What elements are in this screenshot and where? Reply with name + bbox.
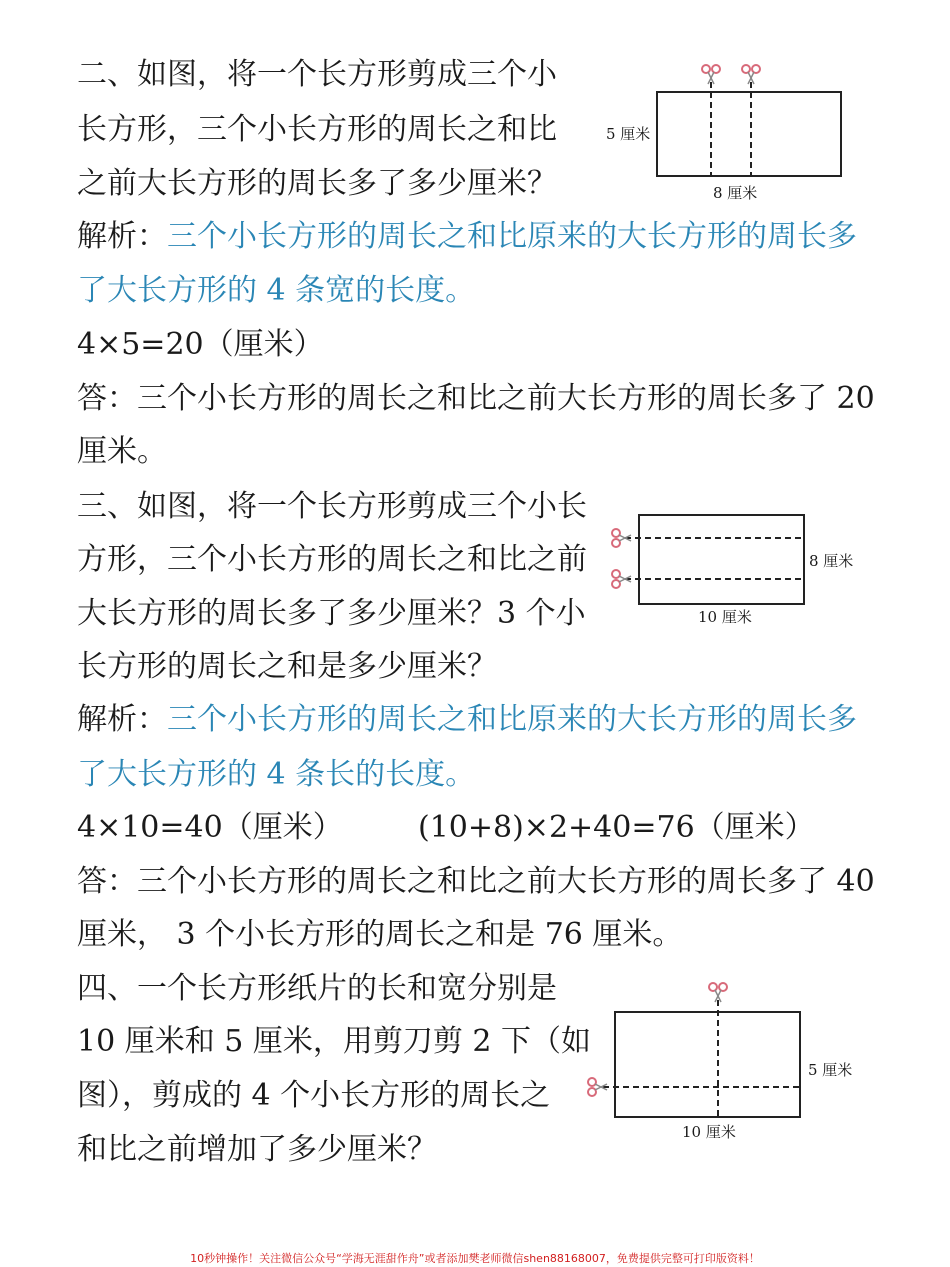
q4-length-label: 10 厘米 xyxy=(682,1123,736,1141)
q3-question-line-2: 方形，三个小长方形的周长之和比之前 xyxy=(77,542,587,577)
q2-question-line-2: 长方形，三个小长方形的周长之和比 xyxy=(77,112,557,147)
q3-length-label: 10 厘米 xyxy=(698,608,752,626)
q3-calc-1: 4×10=40（厘米） xyxy=(77,810,343,845)
q3-calc-2: (10+8)×2+40=76（厘米） xyxy=(418,810,815,845)
scissors-icon xyxy=(742,65,760,84)
q3-question-line-3: 大长方形的周长多了多少厘米？3 个小 xyxy=(77,596,586,631)
q2-question-line-1: 二、如图，将一个长方形剪成三个小 xyxy=(77,57,557,92)
q3-question-line-1: 三、如图，将一个长方形剪成三个小长 xyxy=(77,489,587,524)
q4-width-label: 5 厘米 xyxy=(808,1061,853,1079)
q2-length-label: 8 厘米 xyxy=(713,184,758,202)
scissors-icon xyxy=(709,983,727,1002)
q4-question-line-4: 和比之前增加了多少厘米？ xyxy=(77,1132,437,1167)
q2-analysis-line-1 xyxy=(77,217,857,257)
q2-calc: 4×5=20（厘米） xyxy=(77,327,324,362)
q2-rectangle xyxy=(657,92,841,176)
q4-rectangle xyxy=(615,1012,800,1117)
q3-answer-line-1: 答：三个小长方形的周长之和比之前大长方形的周长多了 40 xyxy=(77,864,875,899)
q2-answer-line-1: 答：三个小长方形的周长之和比之前大长方形的周长多了 20 xyxy=(77,381,875,416)
q2-analysis-line-2: 了大长方形的 4 条宽的长度。 xyxy=(77,273,476,308)
q4-question-line-1: 四、一个长方形纸片的长和宽分别是 xyxy=(77,971,557,1006)
q4-figure xyxy=(585,975,870,1145)
q3-analysis-line-1 xyxy=(77,700,857,740)
footer-promo: 10秒钟操作！关注微信公众号“学海无涯甜作舟”或者添加樊老师微信shen88168007，免费提供完整可打印版资料！ xyxy=(190,1252,760,1265)
q2-answer-line-2: 厘米。 xyxy=(77,434,167,469)
q3-question-line-4: 长方形的周长之和是多少厘米？ xyxy=(77,649,497,684)
q2-figure xyxy=(600,60,850,205)
q2-question-line-3: 之前大长方形的周长多了多少厘米？ xyxy=(77,166,557,201)
q3-figure xyxy=(605,505,865,635)
q3-analysis-line-2: 了大长方形的 4 条长的长度。 xyxy=(77,757,476,792)
q3-width-label: 8 厘米 xyxy=(809,552,854,570)
scissors-icon xyxy=(702,65,720,84)
q4-question-line-2: 10 厘米和 5 厘米，用剪刀剪 2 下（如 xyxy=(77,1024,592,1059)
q2-analysis-label: 解析： xyxy=(77,219,167,254)
q3-analysis-text-1: 三个小长方形的周长之和比原来的大长方形的周长多 xyxy=(167,702,857,737)
q3-rectangle xyxy=(639,515,804,604)
q4-question-line-3: 图），剪成的 4 个小长方形的周长之 xyxy=(77,1078,551,1113)
q3-analysis-label: 解析： xyxy=(77,702,167,737)
q2-analysis-text-1: 三个小长方形的周长之和比原来的大长方形的周长多 xyxy=(167,219,857,254)
q3-answer-line-2: 厘米， 3 个小长方形的周长之和是 76 厘米。 xyxy=(77,917,683,952)
q2-width-label: 5 厘米 xyxy=(606,125,651,143)
